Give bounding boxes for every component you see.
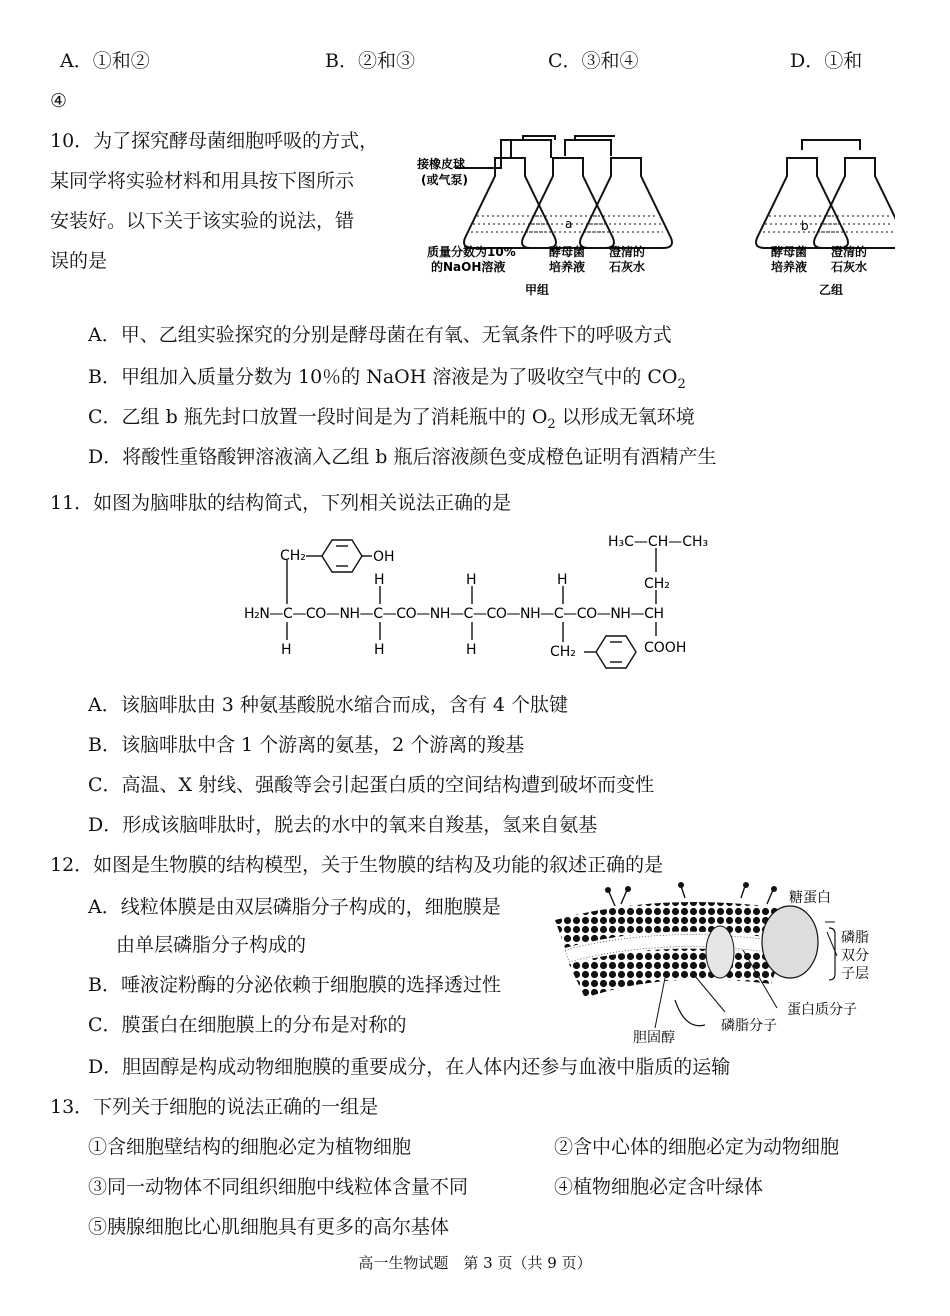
flask-b-label: b <box>801 219 809 233</box>
q10-option-d: D．将酸性重铬酸钾溶液滴入乙组 b 瓶后溶液颜色变成橙色证明有酒精产生 <box>88 446 717 468</box>
protein-label: 蛋白质分子 <box>787 1002 857 1018</box>
flask3-label-2: 石灰水 <box>609 260 646 274</box>
q10-option-b-subscript: 2 <box>677 376 686 392</box>
oh-group: OH <box>373 549 395 565</box>
q12-option-a-line-2: 由单层磷脂分子构成的 <box>116 934 307 956</box>
q13-item-3: ③同一动物体不同组织细胞中线粒体含量不同 <box>88 1176 469 1198</box>
q10-option-c-text-end: 以形成无氧环境 <box>555 406 695 428</box>
cholesterol-label: 胆固醇 <box>633 1030 675 1045</box>
page-footer: 高一生物试题 第 3 页（共 9 页） <box>358 1254 592 1272</box>
q12-option-d: D．胆固醇是构成动物细胞膜的重要成分，在人体内还参与血液中脂质的运输 <box>88 1056 731 1078</box>
q9-option-b: B．②和③ <box>325 50 415 72</box>
h-top-2: H <box>374 572 385 588</box>
ch2-top: CH₂ <box>280 548 306 564</box>
q9-option-d: D．①和 <box>790 50 863 72</box>
ch2-bottom: CH₂ <box>550 644 576 660</box>
pump-label-1: 接橡皮球 <box>417 157 466 171</box>
flask4-label-1: 酵母菌 <box>771 245 808 259</box>
q10-option-a: A．甲、乙组实验探究的分别是酵母菌在有氧、无氧条件下的呼吸方式 <box>88 324 672 346</box>
q12-option-a-line-1: A．线粒体膜是由双层磷脂分子构成的，细胞膜是 <box>88 896 501 918</box>
bilayer-label-2: 双分 <box>841 948 869 964</box>
flask2-label-1: 酵母菌 <box>549 245 586 259</box>
q10-stem-line-3: 安装好。以下关于该实验的说法，错 <box>50 210 355 232</box>
q11-option-d: D．形成该脑啡肽时，脱去的水中的氧来自羧基，氢来自氨基 <box>88 814 598 836</box>
q10-stem-line-1: 10．为了探究酵母菌细胞呼吸的方式， <box>50 130 379 152</box>
bilayer-label-3: 子层 <box>841 966 869 982</box>
h-bottom-2: H <box>374 642 385 658</box>
q13-item-4: ④植物细胞必定含叶绿体 <box>554 1176 764 1198</box>
q13-stem: 13．下列关于细胞的说法正确的一组是 <box>50 1096 379 1118</box>
ch2-right: CH₂ <box>644 576 670 592</box>
q9-option-c: C．③和④ <box>548 50 639 72</box>
q10-apparatus-figure <box>415 128 895 303</box>
q11-stem: 11．如图为脑啡肽的结构简式，下列相关说法正确的是 <box>50 492 512 514</box>
h-top-4: H <box>557 572 568 588</box>
q13-item-5: ⑤胰腺细胞比心肌细胞具有更多的高尔基体 <box>88 1216 450 1238</box>
q11-option-a: A．该脑啡肽由 3 种氨基酸脱水缩合而成，含有 4 个肽键 <box>88 694 569 716</box>
q10-option-b <box>88 364 686 398</box>
flask2-label-2: 培养液 <box>549 260 586 274</box>
q9-option-d-continued: ④ <box>50 90 68 112</box>
h-top-3: H <box>466 572 477 588</box>
side-chain-top: H₃C—CH—CH₃ <box>608 534 709 550</box>
q10-option-b-text: B．甲组加入质量分数为 10％的 NaOH 溶液是为了吸收空气中的 CO <box>88 366 678 388</box>
q10-stem-line-2: 某同学将实验材料和用具按下图所示 <box>50 170 355 192</box>
flask1-label-2: 的NaOH溶液 <box>431 260 506 274</box>
q10-option-c-subscript: 2 <box>547 416 556 432</box>
q11-option-c: C．高温、X 射线、强酸等会引起蛋白质的空间结构遭到破坏而变性 <box>88 774 655 796</box>
bilayer-label-1: 磷脂 <box>841 930 869 946</box>
flask4-label-2: 培养液 <box>771 260 808 274</box>
group-jia-label: 甲组 <box>525 283 550 297</box>
q13-item-1: ①含细胞壁结构的细胞必定为植物细胞 <box>88 1136 412 1158</box>
pump-label-2: (或气泵) <box>421 173 468 187</box>
flask5-label-1: 澄清的 <box>831 245 868 259</box>
q12-option-b: B．唾液淀粉酶的分泌依赖于细胞膜的选择透过性 <box>88 974 501 996</box>
q11-option-b: B．该脑啡肽中含 1 个游离的氨基，2 个游离的羧基 <box>88 734 525 756</box>
enkephalin-structure <box>240 532 710 672</box>
h-bottom-1: H <box>281 642 292 658</box>
flask5-label-2: 石灰水 <box>831 260 868 274</box>
group-yi-label: 乙组 <box>819 283 844 297</box>
q10-option-c-text: C．乙组 b 瓶先封口放置一段时间是为了消耗瓶中的 O <box>88 406 548 428</box>
q10-stem-line-4: 误的是 <box>50 250 108 272</box>
glycoprotein-label: 糖蛋白 <box>789 890 831 906</box>
flask3-label-1: 澄清的 <box>609 245 646 259</box>
flask-a-label: a <box>565 217 573 231</box>
cooh-group: COOH <box>644 640 687 656</box>
flask1-label-1: 质量分数为10% <box>427 245 516 259</box>
q13-item-2: ②含中心体的细胞必定为动物细胞 <box>554 1136 840 1158</box>
membrane-model-figure <box>545 880 890 1045</box>
q9-option-a: A．①和② <box>60 50 150 72</box>
q12-option-c: C．膜蛋白在细胞膜上的分布是对称的 <box>88 1014 407 1036</box>
q12-stem: 12．如图是生物膜的结构模型，关于生物膜的结构及功能的叙述正确的是 <box>50 854 664 876</box>
phospholipid-label: 磷脂分子 <box>721 1018 777 1034</box>
main-chain: H₂N—C—CO—NH—C—CO—NH—C—CO—NH—C—CO—NH—CH <box>244 606 664 622</box>
q10-option-c <box>88 404 695 438</box>
h-bottom-3: H <box>466 642 477 658</box>
